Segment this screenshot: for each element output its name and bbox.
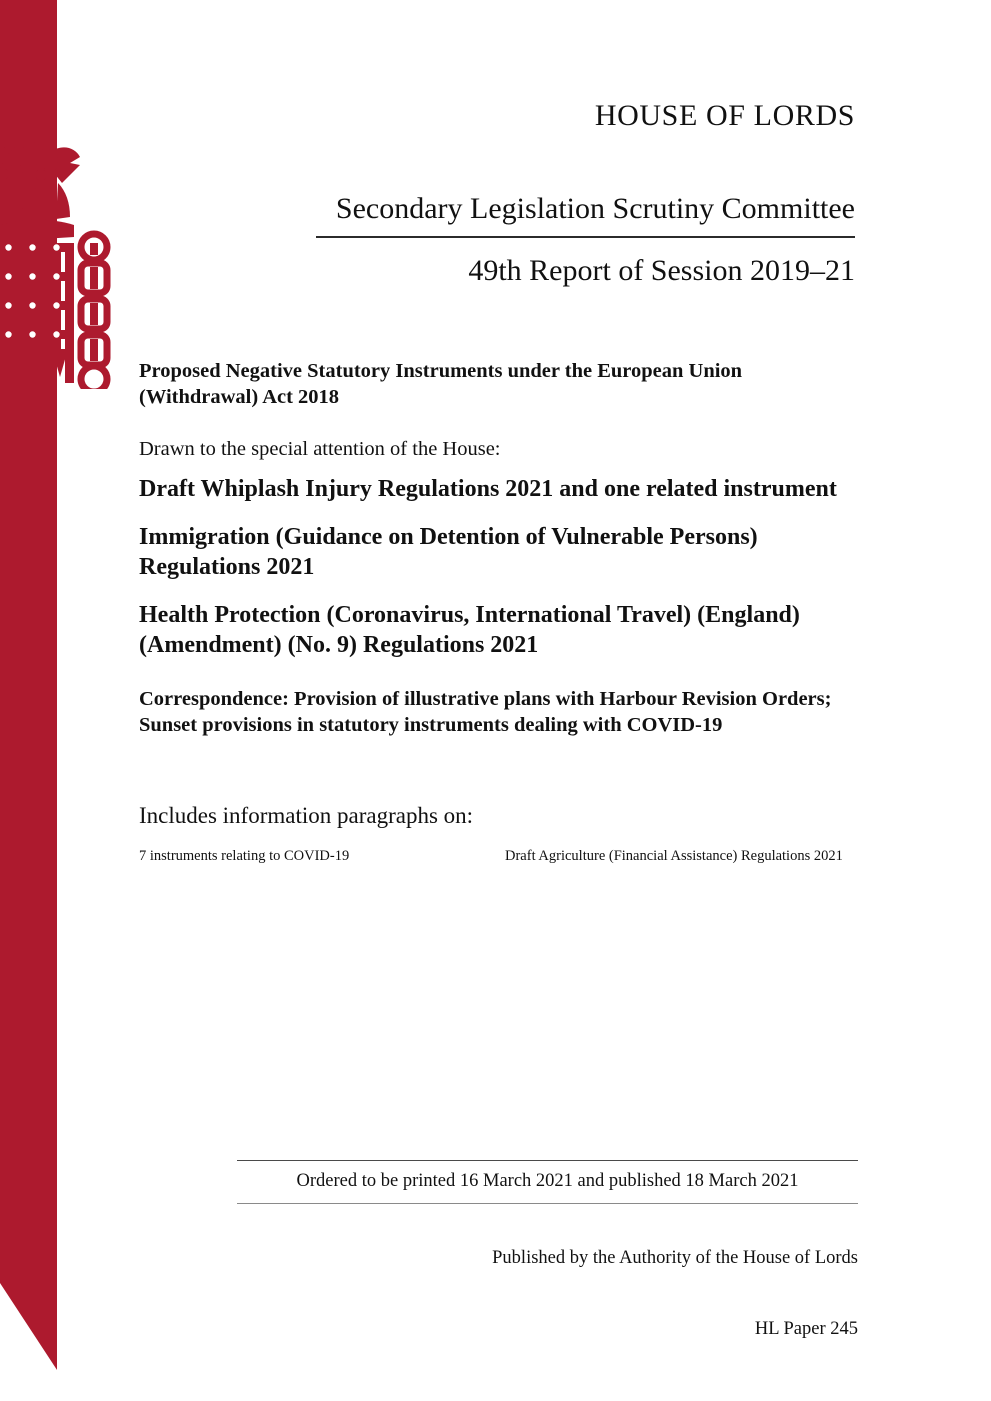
- includes-columns: [139, 847, 855, 866]
- instrument-item: Immigration (Guidance on Detention of Vulnerable Persons) Regulations 2021: [139, 523, 758, 581]
- spacer: [139, 505, 855, 522]
- category-heading: Proposed Negative Statutory Instruments under the European Union (Withdrawal) Act 2018: [139, 360, 743, 409]
- spacer: [139, 583, 855, 600]
- drawn-to-attention-label: Drawn to the special attention of the House:: [139, 438, 501, 461]
- spacer: [139, 660, 855, 686]
- committee-name: Secondary Legislation Scrutiny Committee: [335, 192, 855, 225]
- masthead: [139, 98, 855, 289]
- instrument-item: Draft Whiplash Injury Regulations 2021 and one related instrument: [139, 476, 837, 503]
- ordered-printed-line: Ordered to be printed 16 March 2021 and published 18 March 2021: [296, 1171, 799, 1191]
- published-by-line: Published by the Authority of the House of Lords: [492, 1248, 858, 1269]
- portcullis-icon: [0, 139, 118, 389]
- house-title: HOUSE OF LORDS: [594, 99, 855, 132]
- spacer: [139, 462, 855, 474]
- instrument-item: Health Protection (Coronavirus, International Travel) (England) (Amendment) (No. 9) Regulations 2021: [139, 601, 800, 658]
- paper-number: HL Paper 245: [754, 1319, 858, 1340]
- spacer: [139, 739, 855, 801]
- report-session-line: 49th Report of Session 2019–21: [468, 253, 855, 287]
- spacer: [139, 410, 855, 436]
- cover-footer: [237, 1160, 858, 1341]
- correspondence-heading: Correspondence: Provision of illustrative plans with Harbour Revision Orders; Sunset provisions in statutory instruments dealing with COVID-19: [139, 688, 832, 737]
- includes-column-left: [139, 847, 505, 866]
- includes-heading: Includes information paragraphs on:: [139, 802, 474, 828]
- includes-column-right: [505, 847, 855, 866]
- includes-item: 7 instruments relating to COVID-19: [139, 848, 350, 865]
- includes-item: Draft Agriculture (Financial Assistance) Regulations 2021: [505, 848, 843, 865]
- cover-body: [139, 358, 855, 867]
